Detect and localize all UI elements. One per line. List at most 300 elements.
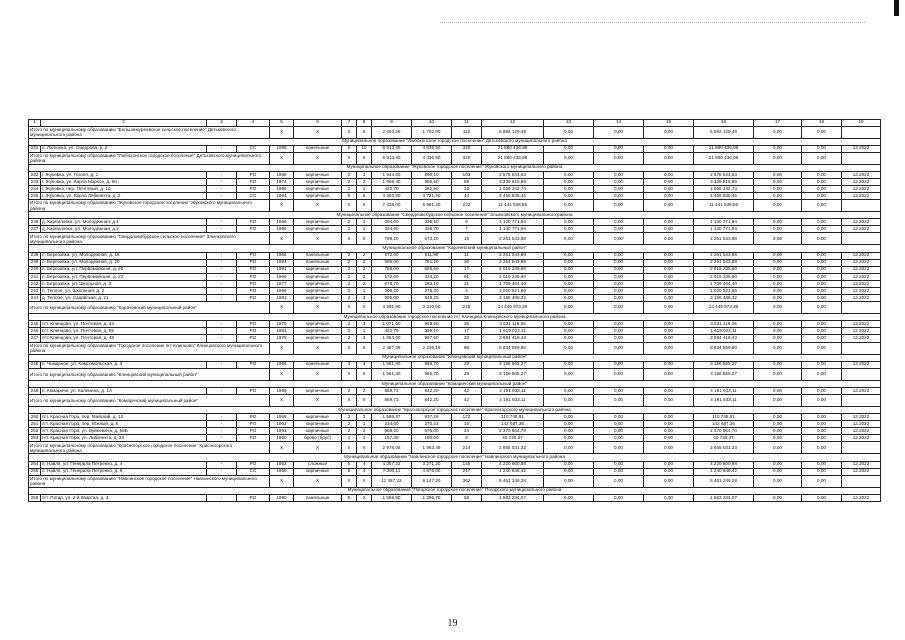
table-cell: 1963: [270, 461, 294, 468]
table-cell: 1977: [270, 280, 294, 287]
table-cell: 2: [342, 259, 357, 266]
table-row: [29, 461, 881, 468]
subtotal-value: 889,73: [372, 394, 412, 406]
table-cell: -: [207, 295, 237, 302]
row-number: 241: [29, 273, 41, 280]
table-cell: 234,60: [372, 421, 412, 428]
table-cell: 5: [342, 494, 357, 501]
table-cell: кирпичные: [294, 295, 342, 302]
table-cell: кирпичные: [294, 280, 342, 287]
table-cell: 40 730,37: [694, 435, 754, 442]
subtotal-value: 0,00: [754, 342, 802, 354]
table-cell: 0,00: [802, 361, 842, 368]
table-cell: кирпичные: [294, 421, 342, 428]
table-cell: 0,00: [644, 280, 694, 287]
subtotal-value: 0,00: [594, 475, 644, 487]
table-cell: 4 191 933,11: [482, 387, 544, 394]
table-cell: 17: [452, 328, 482, 335]
subtotal-value: 0,00: [594, 394, 644, 406]
table-row: [29, 193, 881, 200]
table-cell: 0,00: [644, 428, 694, 435]
table-cell: 2 370 864,70: [482, 428, 544, 435]
subtotal-value: X: [357, 342, 372, 354]
table-cell: кирпичные: [294, 414, 342, 421]
subtotal-value: [842, 152, 881, 164]
address-cell: пгт. Клинцово, ул. Почтовая, д. 55: [41, 328, 207, 335]
address-cell: п. Березовка, ул. Молодежная, д. 18: [41, 252, 207, 259]
table-cell: 0,00: [544, 178, 594, 185]
table-cell: 2: [357, 259, 372, 266]
table-cell: 1983: [270, 295, 294, 302]
table-cell: 1 396,70: [412, 494, 452, 501]
section-heading: Муниципальное образование "Клинцовский муниципальный район": [29, 354, 881, 361]
housing-register-table: [28, 119, 881, 502]
table-cell: кирпичные: [294, 219, 342, 226]
subtotal-value: 11 441 538,55: [482, 200, 544, 212]
table-cell: 394,60: [372, 219, 412, 226]
subtotal-value: 0,00: [802, 475, 842, 487]
page-number: 19: [447, 618, 458, 629]
table-cell: PO: [237, 266, 270, 273]
table-cell: 0,00: [594, 252, 644, 259]
table-cell: 0,00: [594, 288, 644, 295]
subtotal-value: 21 880 436,98: [694, 152, 754, 164]
subtotal-value: X: [357, 475, 372, 487]
subtotal-value: 222: [452, 200, 482, 212]
address-cell: д. Теплое, ул. Садовская, д. 21: [41, 295, 207, 302]
table-cell: 420,70: [372, 185, 412, 192]
table-cell: 3 339 815,89: [694, 178, 754, 185]
column-number: 6: [294, 120, 342, 127]
subtotal-value: 1 963,49: [412, 442, 452, 454]
section-heading: Муниципальное образование "Карачевский муниципальный район": [29, 245, 881, 252]
subtotal-value: X: [294, 233, 342, 245]
table-cell: 12.2022: [842, 259, 881, 266]
table-cell: 432,79: [372, 328, 412, 335]
table-cell: 2 261 543,88: [694, 252, 754, 259]
table-cell: 966,70: [412, 361, 452, 368]
table-cell: 3 339 815,89: [482, 178, 544, 185]
subtotal-value: 0,00: [594, 342, 644, 354]
table-cell: 0,00: [594, 185, 644, 192]
table-cell: 761,20: [412, 259, 452, 266]
table-cell: 3 158 488,32: [694, 295, 754, 302]
table-cell: PO: [237, 185, 270, 192]
row-number: 245: [29, 321, 41, 328]
table-cell: 2: [357, 494, 372, 501]
section-heading-row: [29, 314, 881, 321]
column-number: 1: [29, 120, 41, 127]
subtotal-value: 0,00: [644, 152, 694, 164]
subtotal-row: [29, 152, 881, 164]
row-number: 234: [29, 185, 41, 192]
table-cell: панельные: [294, 494, 342, 501]
table-cell: 0,00: [802, 185, 842, 192]
table-cell: 2 019 235,60: [694, 273, 754, 280]
subtotal-value: X: [270, 126, 294, 138]
subtotal-value: 21 880 436,98: [482, 152, 544, 164]
table-cell: кирпичные: [294, 335, 342, 342]
subtotal-value: 0,00: [802, 302, 842, 314]
table-row: [29, 328, 881, 335]
table-cell: 320: [452, 145, 482, 152]
subtotal-value: X: [270, 233, 294, 245]
table-cell: 0,00: [754, 266, 802, 273]
table-cell: 263,10: [412, 280, 452, 287]
table-cell: 4 336,50: [412, 145, 452, 152]
table-cell: PO: [237, 259, 270, 266]
subtotal-value: 8 834 559,60: [694, 342, 754, 354]
table-cell: 11: [452, 252, 482, 259]
subtotal-value: 0,00: [544, 342, 594, 354]
table-cell: 0,00: [544, 266, 594, 273]
table-cell: 0,00: [802, 468, 842, 475]
subtotal-value: 2 603,29: [372, 126, 412, 138]
table-cell: 2: [342, 252, 357, 259]
table-row: [29, 295, 881, 302]
table-cell: кирпичные: [294, 273, 342, 280]
subtotal-value: 0,00: [644, 442, 694, 454]
subtotal-value: 320: [452, 152, 482, 164]
table-cell: 0,00: [594, 494, 644, 501]
subtotal-value: X: [270, 342, 294, 354]
subtotal-value: X: [357, 442, 372, 454]
table-cell: 0,00: [754, 421, 802, 428]
table-cell: 0,00: [802, 428, 842, 435]
table-cell: 12.2022: [842, 273, 881, 280]
table-cell: 626,50: [412, 266, 452, 273]
table-cell: 0,00: [644, 171, 694, 178]
table-cell: 0,00: [644, 387, 694, 394]
subtotal-value: 0,00: [754, 442, 802, 454]
subtotal-value: 0,00: [802, 342, 842, 354]
table-cell: 0,00: [544, 273, 594, 280]
table-cell: 2 261 543,88: [694, 259, 754, 266]
table-cell: -: [207, 335, 237, 342]
table-cell: PO: [237, 273, 270, 280]
table-cell: PO: [237, 361, 270, 368]
section-heading-row: [29, 212, 881, 219]
table-cell: 4: [357, 468, 372, 475]
table-cell: панельные: [294, 259, 342, 266]
table-cell: 0,00: [594, 266, 644, 273]
table-cell: 142 687,36: [694, 421, 754, 428]
table-cell: 0,00: [544, 252, 594, 259]
table-cell: кирпичные: [294, 328, 342, 335]
subtotal-value: 2 261 543,88: [694, 233, 754, 245]
table-cell: 3: [357, 361, 372, 368]
subtotal-value: 0,00: [754, 233, 802, 245]
table-cell: 0,00: [594, 414, 644, 421]
table-cell: 1: [357, 288, 372, 295]
table-cell: 2: [357, 252, 372, 259]
table-cell: 0,00: [544, 171, 594, 178]
table-cell: 0,00: [754, 387, 802, 394]
table-cell: 0,00: [594, 468, 644, 475]
subtotal-value: [842, 368, 881, 380]
table-row: [29, 171, 881, 178]
subtotal-value: 0,00: [644, 302, 694, 314]
subtotal-value: 0,00: [544, 126, 594, 138]
address-cell: пгт. Клинцово, ул. Почтовая, д. 49: [41, 335, 207, 342]
table-cell: 0,00: [644, 461, 694, 468]
table-cell: 1 240 648,42: [694, 468, 754, 475]
subtotal-value: 0,00: [544, 475, 594, 487]
row-number: 256: [29, 494, 41, 501]
table-cell: 1986: [270, 185, 294, 192]
subtotal-value: 7 438,00: [372, 200, 412, 212]
table-cell: 0,00: [594, 328, 644, 335]
table-cell: 1 130 771,94: [694, 226, 754, 233]
subtotal-label: Итого по муниципальному образованию "Навлинское городское поселение" Навлинского муниципального района: [29, 475, 270, 487]
table-cell: 2: [342, 171, 357, 178]
table-cell: 1 069,40: [372, 178, 412, 185]
table-cell: 1978: [270, 335, 294, 342]
table-cell: 1 619 023,11: [694, 328, 754, 335]
table-cell: 7: [452, 226, 482, 233]
table-cell: 0,00: [754, 259, 802, 266]
table-cell: 0,00: [594, 428, 644, 435]
subtotal-value: 0,00: [802, 368, 842, 380]
section-heading: Муниципальное образование "Красногорское городское поселение" Красногорского муниципального района: [29, 406, 881, 413]
table-cell: 382,90: [412, 185, 452, 192]
section-heading-row: [29, 454, 881, 461]
table-cell: 110 748,91: [482, 414, 544, 421]
table-cell: 967,50: [412, 335, 452, 342]
table-cell: PO: [237, 219, 270, 226]
table-cell: 0,00: [594, 193, 644, 200]
subtotal-value: 5 461 249,28: [694, 475, 754, 487]
table-cell: PO: [237, 421, 270, 428]
subtotal-value: X: [294, 126, 342, 138]
table-cell: 12.2022: [842, 252, 881, 259]
table-cell: 1: [357, 421, 372, 428]
column-number: 18: [802, 120, 842, 127]
subtotal-value: 0,00: [594, 126, 644, 138]
table-cell: -: [207, 259, 237, 266]
table-cell: 669,60: [372, 428, 412, 435]
table-cell: 0,00: [544, 494, 594, 501]
table-cell: 3 166 565,27: [482, 361, 544, 368]
table-cell: 1 053,00: [372, 335, 412, 342]
subtotal-value: [842, 302, 881, 314]
table-cell: 12.2022: [842, 295, 881, 302]
table-cell: 1: [342, 435, 357, 442]
row-number: 250: [29, 414, 41, 421]
subtotal-value: 0,00: [754, 302, 802, 314]
table-cell: 42: [452, 387, 482, 394]
edge-mark: [894, 0, 899, 16]
table-cell: 1: [357, 226, 372, 233]
address-cell: г. Жуковка, ул. Карла Маркса, д. 60: [41, 178, 207, 185]
table-cell: 0,00: [802, 461, 842, 468]
row-number: 247: [29, 335, 41, 342]
table-cell: PO: [237, 494, 270, 501]
table-cell: 10: [357, 145, 372, 152]
table-cell: 889,73: [372, 387, 412, 394]
section-heading: Муниципальное образование "Жуковское городское поселение" Жуковского муниципального района: [29, 164, 881, 171]
row-number: 238: [29, 252, 41, 259]
table-cell: -: [207, 328, 237, 335]
table-cell: 0,00: [802, 321, 842, 328]
subtotal-value: 3 166 565,27: [482, 368, 544, 380]
table-cell: 2: [342, 280, 357, 287]
table-cell: 21 880 436,98: [694, 145, 754, 152]
table-cell: 3 158 488,32: [482, 295, 544, 302]
table-cell: 1: [357, 435, 372, 442]
table-cell: 2: [342, 288, 357, 295]
subtotal-label: Итого по муниципальному образованию "Свердловобудское сельское поселение" Злынковского муниципального района: [29, 233, 270, 245]
table-cell: 0,00: [802, 328, 842, 335]
table-cell: 1 130 771,94: [482, 219, 544, 226]
table-cell: 0,00: [594, 387, 644, 394]
table-cell: 995,00: [372, 295, 412, 302]
subtotal-value: 0,00: [644, 342, 694, 354]
table-cell: 0,00: [594, 178, 644, 185]
table-cell: панельные: [294, 252, 342, 259]
subtotal-value: 11 441 538,55: [694, 200, 754, 212]
table-cell: 12.2022: [842, 335, 881, 342]
table-cell: 0,00: [644, 252, 694, 259]
table-cell: 0,00: [544, 421, 594, 428]
table-cell: 333,20: [412, 273, 452, 280]
table-cell: 1 130 771,94: [482, 226, 544, 233]
table-cell: панельные: [294, 361, 342, 368]
table-cell: 586,00: [372, 259, 412, 266]
subtotal-value: 8 147,20: [412, 475, 452, 487]
subtotal-value: 14 449 973,36: [694, 302, 754, 314]
table-cell: кирпичные: [294, 185, 342, 192]
table-cell: PO: [237, 387, 270, 394]
table-cell: 1 709 404,40: [482, 280, 544, 287]
table-cell: 0,00: [544, 321, 594, 328]
table-cell: 1: [357, 219, 372, 226]
table-cell: 2 261 543,88: [482, 252, 544, 259]
table-cell: 3: [342, 361, 357, 368]
table-cell: 4 220 600,88: [482, 461, 544, 468]
table-cell: 0,00: [802, 494, 842, 501]
section-heading-row: [29, 487, 881, 494]
table-cell: PO: [237, 414, 270, 421]
subtotal-value: 214: [452, 442, 482, 454]
table-cell: 0,00: [544, 428, 594, 435]
table-cell: 1: [357, 328, 372, 335]
table-cell: 0,00: [544, 361, 594, 368]
table-row: [29, 280, 881, 287]
subtotal-row: [29, 233, 881, 245]
table-cell: 1989: [270, 387, 294, 394]
subtotal-value: 0,00: [644, 394, 694, 406]
table-cell: 29: [452, 361, 482, 368]
table-cell: 12.2022: [842, 361, 881, 368]
address-cell: п. Комаричи, ул. Калинина, д. 1А: [41, 387, 207, 394]
table-cell: 12.2022: [842, 171, 881, 178]
subtotal-value: X: [294, 152, 342, 164]
column-number: 11: [452, 120, 482, 127]
table-cell: 3 531 118,06: [694, 321, 754, 328]
table-cell: PO: [237, 226, 270, 233]
subtotal-value: 14 449 973,36: [482, 302, 544, 314]
table-cell: 0,00: [754, 171, 802, 178]
address-cell: п. Березовка, ул. Молодежная, д. 20: [41, 259, 207, 266]
table-cell: 217: [452, 468, 482, 475]
subtotal-value: 4 191 933,11: [694, 394, 754, 406]
table-cell: 3 684 418,43: [694, 335, 754, 342]
subtotal-row: [29, 126, 881, 138]
subtotal-value: X: [342, 200, 357, 212]
table-cell: 1 240 648,42: [482, 468, 544, 475]
table-cell: 36: [452, 321, 482, 328]
table-cell: -: [207, 219, 237, 226]
table-cell: 0,00: [544, 145, 594, 152]
table-cell: 1950: [270, 435, 294, 442]
table-row: [29, 435, 881, 442]
subtotal-value: 0,00: [754, 475, 802, 487]
table-cell: 12.2022: [842, 226, 881, 233]
subtotal-value: 842,20: [412, 394, 452, 406]
table-cell: 306,20: [372, 288, 412, 295]
table-cell: 1 583 234,07: [694, 494, 754, 501]
address-cell: пгт. Красная Гора, пер. Майский, д. 12: [41, 414, 207, 421]
table-cell: 1 559,80: [372, 494, 412, 501]
address-cell: д. Карпиловка, ул. Молодежная, д.2: [41, 226, 207, 233]
subtotal-value: 0,00: [802, 152, 842, 164]
table-cell: 0,00: [644, 193, 694, 200]
column-number: 2: [41, 120, 207, 127]
subtotal-value: X: [342, 368, 357, 380]
row-number: 252: [29, 428, 41, 435]
subtotal-value: 0,00: [644, 126, 694, 138]
table-row: [29, 468, 881, 475]
table-cell: 1 020 521,66: [694, 288, 754, 295]
table-cell: 0,00: [802, 219, 842, 226]
table-cell: 0,00: [754, 414, 802, 421]
table-cell: 0,00: [802, 414, 842, 421]
subtotal-value: 2 261 543,88: [482, 233, 544, 245]
table-cell: 2: [357, 266, 372, 273]
table-cell: 0,00: [644, 494, 694, 501]
address-cell: пгт. Красная Гора, пер. Южный, д. 6: [41, 421, 207, 428]
column-number: 17: [754, 120, 802, 127]
table-cell: 0,00: [802, 145, 842, 152]
table-cell: 0,00: [594, 171, 644, 178]
subtotal-value: X: [342, 302, 357, 314]
table-row: [29, 361, 881, 368]
table-cell: 0,00: [644, 414, 694, 421]
table-cell: 0,00: [802, 193, 842, 200]
subtotal-value: 0,00: [594, 200, 644, 212]
table-cell: 0,00: [754, 328, 802, 335]
subtotal-value: X: [294, 394, 342, 406]
row-number: 253: [29, 435, 41, 442]
table-cell: 0,00: [544, 435, 594, 442]
table-row: [29, 226, 881, 233]
table-cell: 1984: [270, 252, 294, 259]
column-number: 7: [342, 120, 357, 127]
table-cell: 1 066 342,74: [482, 185, 544, 192]
table-cell: 6 913,40: [372, 145, 412, 152]
table-cell: 0,00: [802, 266, 842, 273]
table-cell: 40 730,37: [482, 435, 544, 442]
table-cell: 2 370 864,70: [694, 428, 754, 435]
subtotal-value: 0,00: [544, 152, 594, 164]
subtotal-value: [842, 442, 881, 454]
table-cell: 676,00: [412, 428, 452, 435]
table-cell: 611,90: [412, 252, 452, 259]
table-cell: 0,00: [594, 461, 644, 468]
table-cell: кирпичные: [294, 193, 342, 200]
table-cell: 0,00: [754, 185, 802, 192]
